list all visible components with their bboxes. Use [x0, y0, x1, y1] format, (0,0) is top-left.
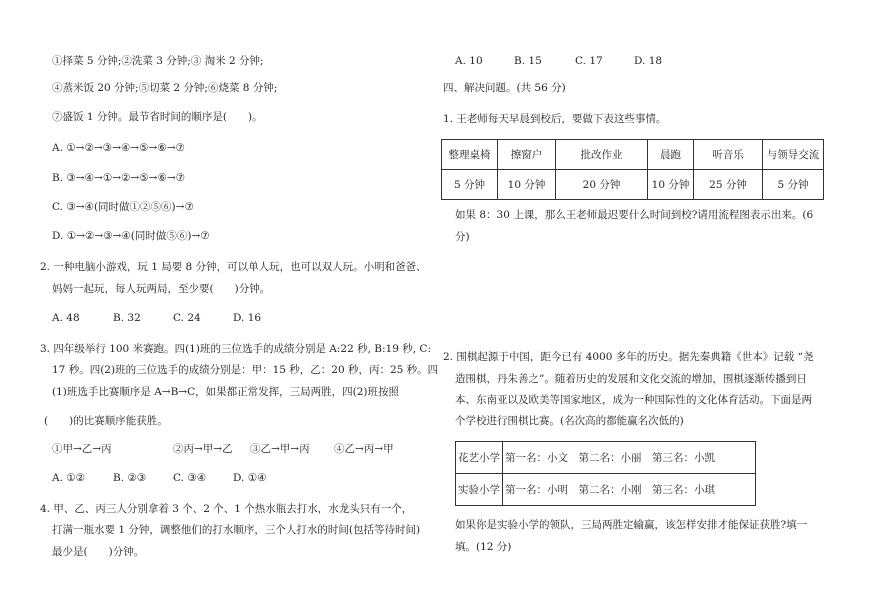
problem2-ranking-table [455, 441, 756, 506]
problem2-line1: 2. 围棋起源于中国，距今已有 4000 多年的历史。据先秦典籍《世本》记载 “尧 [443, 351, 814, 363]
table-header-cell: 批改作业 [556, 140, 648, 170]
q3-sequence-4: ④乙→丙→甲 [334, 443, 394, 455]
q1-intro-line1: ①择菜 5 分钟;②洗菜 3 分钟;③ 淘米 2 分钟; [52, 55, 264, 67]
table-cell: 10 分钟 [498, 170, 556, 200]
q3-option-b: B. ②③ [113, 472, 147, 484]
problem1-intro: 1. 王老师每天早晨到校后，要做下表这些事情。 [443, 113, 667, 125]
problem2-question-line2: 填。(12 分) [455, 541, 512, 553]
school-name-cell: 实验小学 [456, 474, 503, 506]
q4-line1: 4. 甲、乙、丙三人分别拿着 3 个、2 个、1 个热水瓶去打水，水龙头只有一个， [40, 503, 413, 515]
q1-option-c: C. ③→④(同时做①②⑤⑥)→⑦ [52, 201, 194, 213]
q5-option-d: D. 18 [634, 55, 663, 67]
table-header-cell: 听音乐 [694, 140, 763, 170]
q4-line3: 最少是( )分钟。 [52, 546, 145, 558]
school-name-cell: 花艺小学 [456, 442, 503, 474]
q1-option-a: A. ①→②→③→④→⑤→⑥→⑦ [52, 142, 185, 154]
problem1-schedule-table [441, 139, 824, 200]
q3-sequence-1: ①甲→乙→丙 [52, 443, 112, 455]
table-cell: 5 分钟 [442, 170, 498, 200]
table-cell: 25 分钟 [694, 170, 763, 200]
q3-option-d: D. ①④ [233, 472, 267, 484]
q3-line4: ( )的比赛顺序能获胜。 [44, 415, 168, 427]
q3-line1: 3. 四年级举行 100 米赛跑。四(1)班的三位选手的成绩分别是 A:22 秒, B:19 秒, C: [40, 343, 431, 355]
problem1-question-line2: 分) [455, 231, 470, 243]
problem1-question-line1: 如果 8：30 上课，那么王老师最迟要什么时间到校?请用流程图表示出来。(6 [455, 209, 814, 221]
q2-option-b: B. 32 [113, 312, 141, 324]
q3-option-a: A. ①② [52, 472, 86, 484]
ranking-cell: 第一名：小文 第二名：小丽 第三名：小凯 [503, 442, 756, 474]
ranking-cell: 第一名：小明 第二名：小刚 第三名：小琪 [503, 474, 756, 506]
q2-option-c: C. 24 [173, 312, 201, 324]
section-title: 四、解决问题。(共 56 分) [443, 82, 566, 94]
table-cell: 5 分钟 [763, 170, 824, 200]
table-cell: 10 分钟 [648, 170, 694, 200]
problem2-line2: 造围棋，丹朱善之”。随着历史的发展和文化交流的增加，围棋逐渐传播到日 [455, 373, 807, 385]
table-header-cell: 整理桌椅 [442, 140, 498, 170]
problem2-question-line1: 如果你是实验小学的领队，三局两胜定输赢，该怎样安排才能保证获胜?填一 [455, 519, 808, 531]
q5-option-a: A. 10 [455, 55, 483, 67]
q5-option-b: B. 15 [514, 55, 542, 67]
table-row [456, 474, 756, 506]
q2-line2: 妈妈一起玩，每人玩两局，至少要( )分钟。 [52, 283, 271, 295]
table-header-cell: 晨跑 [648, 140, 694, 170]
table-header-cell: 擦窗户 [498, 140, 556, 170]
q5-option-c: C. 17 [575, 55, 603, 67]
q1-option-d: D. ①→②→③→④(同时做⑤⑥)→⑦ [52, 230, 210, 242]
q2-line1: 2. 一种电脑小游戏，玩 1 局要 8 分钟，可以单人玩，也可以双人玩。小明和爸爸、 [40, 261, 427, 273]
q2-option-a: A. 48 [52, 312, 80, 324]
table-header-cell: 与领导交流 [763, 140, 824, 170]
q3-sequence-2: ②丙→甲→乙 [173, 443, 233, 455]
q3-option-c: C. ③④ [173, 472, 207, 484]
q1-intro-line2: ④蒸米饭 20 分钟;⑤切菜 2 分钟;⑥烧菜 8 分钟; [52, 82, 278, 94]
table-row [442, 140, 824, 170]
problem2-line4: 个学校进行围棋比赛。(名次高的都能赢名次低的) [455, 415, 684, 427]
q1-option-b: B. ③→④→①→②→⑤→⑥→⑦ [52, 172, 186, 184]
q3-sequence-3: ③乙→甲→丙 [250, 443, 310, 455]
q3-line2: 17 秒。四(2)班的三位选手的成绩分别是：甲：15 秒，乙：20 秒，丙：25 秒。四 [52, 364, 439, 376]
problem2-line3: 本、东南亚以及欧美等国家地区，成为一种国际性的文化体育活动。下面是两 [455, 394, 812, 406]
q1-intro-line3: ⑦盛饭 1 分钟。最节省时间的顺序是( )。 [52, 111, 263, 123]
table-cell: 20 分钟 [556, 170, 648, 200]
q2-option-d: D. 16 [233, 312, 262, 324]
q4-line2: 打满一瓶水要 1 分钟，调整他们的打水顺序，三个人打水的时间(包括等待时间) [52, 524, 421, 536]
table-row [442, 170, 824, 200]
table-row [456, 442, 756, 474]
q3-line3: (1)班选手比赛顺序是 A→B→C，如果都正常发挥，三局两胜，四(2)班按照 [52, 386, 400, 398]
